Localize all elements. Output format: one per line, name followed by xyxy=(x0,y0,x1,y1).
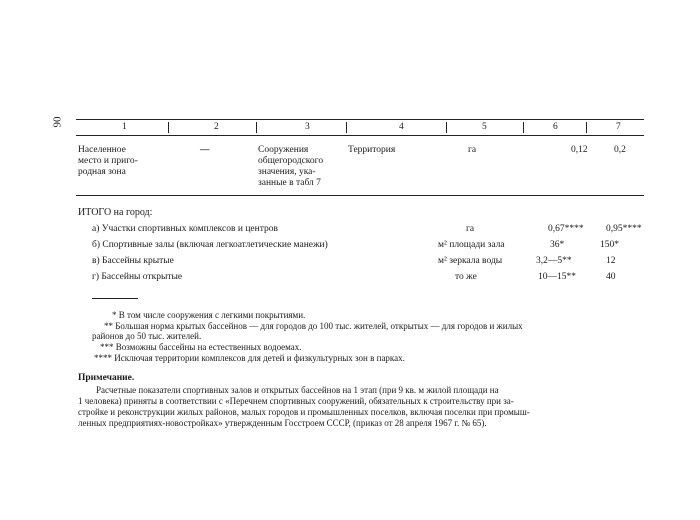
header-col-2: 2 xyxy=(214,122,219,132)
row-value-6: 0,12 xyxy=(571,145,588,155)
note-line: 1 человека) приняты в соответствии с «Перечнем спортивных сооружений, обязательных к строительству при за- xyxy=(78,396,514,406)
row-settlement-line: место и приго- xyxy=(78,156,138,166)
footnote: * В том числе сооружения с легкими покрытиями. xyxy=(112,310,306,320)
header-divider xyxy=(168,122,169,133)
row-unit: га xyxy=(468,145,477,155)
itogo-item-label: а) Участки спортивных комплексов и центров xyxy=(92,224,278,234)
footnote: *** Возможны бассейны на естественных водоемах. xyxy=(100,342,302,352)
row-settlement-line: родная зона xyxy=(78,167,126,177)
note-line: Расчетные показатели спортивных залов и открытых бассейнов на 1 этап (при 9 кв. м жилой площади на xyxy=(96,385,499,395)
row-dash: — xyxy=(200,145,210,155)
page-number: 90 xyxy=(51,116,64,128)
itogo-item-value-6: 0,67**** xyxy=(548,224,584,234)
footnote: **** Исключая территории комплексов для детей и физкультурных зон в парках. xyxy=(94,353,405,363)
itogo-item-value-7: 40 xyxy=(606,272,616,282)
row-value-7: 0,2 xyxy=(614,145,626,155)
header-divider xyxy=(523,122,524,133)
footnote-rule xyxy=(92,298,138,299)
footnote: ** Большая норма крытых бассейнов — для городов до 100 тыс. жителей, открытых — для городов и жилых xyxy=(104,321,523,331)
header-col-7: 7 xyxy=(616,122,621,132)
header-col-4: 4 xyxy=(399,122,404,132)
row-settlement-line: Населенное xyxy=(78,145,126,155)
itogo-item-value-6: 36* xyxy=(550,240,565,250)
itogo-item-value-6: 10—15** xyxy=(538,272,576,282)
itogo-item-label: г) Бассейны открытые xyxy=(92,272,183,282)
header-col-3: 3 xyxy=(305,122,310,132)
row-facilities-line: занные в табл 7 xyxy=(258,178,321,188)
itogo-item-unit: то же xyxy=(455,272,477,282)
itogo-item-value-7: 150* xyxy=(600,240,619,250)
header-col-6: 6 xyxy=(553,122,558,132)
itogo-item-unit: м² зеркала воды xyxy=(438,256,503,266)
itogo-title: ИТОГО на город: xyxy=(78,207,153,218)
note-line: ленных предприятиях-новостройках» утвержденным Госстроем СССР, (приказ от 28 апреля 1967 г. № 65). xyxy=(78,418,487,428)
row-facilities-line: значения, ука- xyxy=(258,167,316,177)
itogo-item-unit: м² площади зала xyxy=(438,240,505,250)
itogo-item-value-6: 3,2—5** xyxy=(536,256,572,266)
header-divider xyxy=(446,122,447,133)
header-divider xyxy=(346,122,347,133)
row-territory: Территория xyxy=(348,145,396,155)
itogo-item-label: в) Бассейны крытые xyxy=(92,256,174,266)
header-col-1: 1 xyxy=(122,122,127,132)
footnote-continuation: районов до 50 тыс. жителей. xyxy=(92,331,202,341)
itogo-item-unit: га xyxy=(466,224,475,234)
itogo-item-value-7: 0,95**** xyxy=(606,224,642,234)
note-title: Примечание. xyxy=(78,373,135,383)
row-facilities-line: общегородского xyxy=(258,156,324,166)
header-col-5: 5 xyxy=(482,122,487,132)
header-divider xyxy=(586,122,587,133)
header-bottom-rule xyxy=(76,135,644,136)
header-divider xyxy=(256,122,257,133)
table-top-rule xyxy=(76,119,644,120)
itogo-item-label: б) Спортивные залы (включая легкоатлетические манежи) xyxy=(92,240,328,250)
row-facilities-line: Сооружения xyxy=(258,145,309,155)
note-line: стройке и реконструкции жилых районов, малых городов и промышленных поселков, включая поселки при промыш- xyxy=(78,407,530,417)
itogo-item-value-7: 12 xyxy=(606,256,616,266)
table-bottom-rule xyxy=(76,195,644,196)
